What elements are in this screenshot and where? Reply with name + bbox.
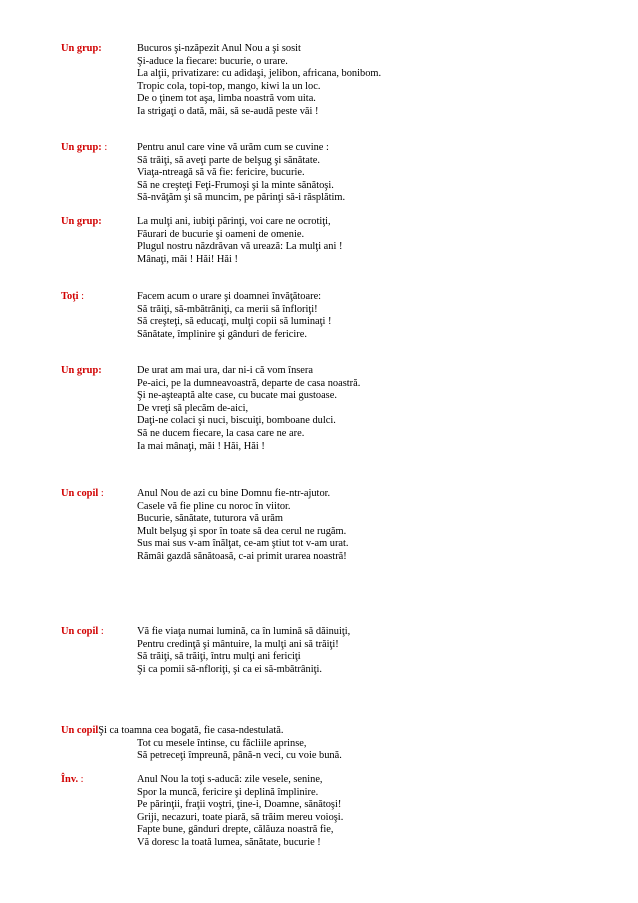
speaker-label [61, 626, 104, 639]
speaker-suffix: : [98, 626, 104, 637]
verse-line: Bucuros şi-nzăpezit Anul Nou a şi sosit [137, 43, 301, 54]
verse-line: Rămâi gazdă sănătoasă, c-ai primit urarea noastră! [137, 550, 347, 562]
verse-lines [137, 291, 332, 341]
verse-line: La mulţi ani, iubiţi părinţi, voi care ne ocrotiţi, [137, 216, 331, 227]
verse-line: Ia strigaţi o dată, măi, să se-audă peste văi ! [137, 105, 319, 117]
verse-line: Să petreceţi împreună, până-n veci, cu voie bună. [137, 750, 342, 762]
verse-line: Sănătate, împlinire şi gânduri de fericire. [137, 328, 307, 340]
verse-line: Viaţa-ntreagă să vă fie: fericire, bucurie. [137, 167, 305, 179]
verse-line: Să trăiţi, să aveţi parte de belşug şi sănătate. [137, 154, 320, 166]
verse-lines [137, 626, 350, 676]
speaker-name: Un copil [61, 488, 99, 499]
verse-line: Tot cu mesele întinse, cu făcliile aprinse, [137, 737, 307, 749]
verse-line-inline: Şi ca toamna cea bogată, fie casa-ndestulată. [98, 725, 284, 736]
verse-line: Anul Nou de azi cu bine Domnu fie-ntr-ajutor. [137, 488, 331, 499]
verse-line: Să trăiţi, să-mbătrâniţi, ca merii să înfloriţi! [137, 303, 318, 315]
verse-line: Casele vă fie pline cu noroc în viitor. [137, 500, 291, 512]
verse-line: Pentru anul care vine vă urăm cum se cuvine : [137, 142, 329, 153]
speaker-suffix: : [78, 291, 85, 302]
verse-lines [137, 488, 349, 564]
verse-line: Să trăiţi, să trăiţi, întru mulţi ani fericiţi [137, 651, 301, 663]
speaker-name: Un copil [61, 725, 99, 736]
verse-line: Spor la muncă, fericire şi deplină împlinire. [137, 786, 319, 798]
speaker-label [61, 774, 84, 787]
speaker-suffix: : [98, 488, 104, 499]
verse-line: Ia mai mânaţi, măi ! Hăi, Hăi ! [137, 440, 265, 452]
speaker-name: Un grup: [61, 43, 102, 54]
verse-line: Pe-aici, pe la dumneavoastră, departe de casa noastră. [137, 377, 361, 389]
verse-lines [137, 738, 342, 763]
verse-line: De urat am mai ura, dar ni-i că vom însera [137, 365, 313, 376]
speaker-label [61, 488, 104, 501]
verse-line: Bucurie, sănătate, tuturora vă urăm [137, 513, 283, 525]
verse-line: Să ne creşteţi Feţi-Frumoşi şi la minte sănătoşi. [137, 179, 334, 191]
speaker-label [61, 291, 84, 304]
verse-line: Să-nvăţăm şi să muncim, pe părinţi să-i răsplătim. [137, 192, 346, 204]
verse-line: Făurari de bucurie şi oameni de omenie. [137, 228, 305, 240]
verse-line: Tropic cola, topi-top, mango, kiwi la un loc. [137, 80, 321, 92]
verse-lines [137, 365, 360, 453]
speaker-name: Un grup: [61, 216, 102, 227]
verse-line: Vă fie viaţa numai lumină, ca în lumină să dăinuiţi, [137, 626, 351, 637]
speaker-label [61, 725, 283, 738]
verse-lines [137, 216, 342, 266]
verse-lines [137, 142, 345, 205]
verse-line: Să ne ducem fiecare, la casa care ne are. [137, 427, 305, 439]
verse-line: La alţii, privatizare: cu adidaşi, jelibon, africana, bonibom. [137, 68, 382, 80]
speaker-name: Toţi [61, 291, 79, 302]
verse-line: Mânaţi, măi ! Hăi! Hăi ! [137, 253, 238, 265]
speaker-label [61, 43, 102, 56]
verse-line: De vreţi să plecăm de-aici, [137, 402, 249, 414]
verse-line: Pentru credinţă şi mântuire, la mulţi ani să trăiţi! [137, 638, 339, 650]
speaker-name: Un grup: [61, 142, 102, 153]
verse-line: Şi ca pomii să-nfloriţi, şi ca ei să-mbătrâniţi. [137, 663, 322, 675]
verse-line: Pe părinţii, fraţii voştri, ţine-i, Doamne, sănătoşi! [137, 799, 342, 811]
verse-line: Şi ne-aşteaptă alte case, cu bucate mai gustoase. [137, 390, 337, 402]
speaker-suffix: : [78, 774, 84, 785]
verse-line: Să creşteţi, să educaţi, mulţi copii să luminaţi ! [137, 316, 332, 328]
verse-line: Facem acum o urare şi doamnei învăţătoare: [137, 291, 322, 302]
speaker-name: Înv. [61, 774, 79, 785]
speaker-name: Un grup: [61, 365, 102, 376]
speaker-label [61, 142, 107, 155]
verse-line: Sus mai sus v-am înălţat, ce-am ştiut tot v-am urat. [137, 538, 349, 550]
verse-line: Mult belşug şi spor în toate să dea cerul ne rugăm. [137, 525, 347, 537]
verse-line: Griji, necazuri, toate piară, să trăim mereu voioşi. [137, 811, 344, 823]
speaker-suffix: : [101, 142, 108, 153]
verse-line: Vă doresc la toată lumea, sănătate, bucurie ! [137, 836, 321, 848]
verse-line: Fapte bune, gânduri drepte, călăuza noastră fie, [137, 824, 334, 836]
verse-line: Anul Nou la toţi s-aducă: zile vesele, senine, [137, 774, 323, 785]
verse-line: Plugul nostru năzdrăvan vă urează: La mulţi ani ! [137, 241, 343, 253]
verse-lines [137, 43, 381, 119]
verse-line: Daţi-ne colaci şi nuci, biscuiţi, bomboane dulci. [137, 415, 336, 427]
speaker-label [61, 216, 102, 229]
verse-line: De o ţinem tot aşa, limba noastră vom uita. [137, 93, 316, 105]
verse-line: Şi-aduce la fiecare: bucurie, o urare. [137, 55, 288, 67]
verse-lines [137, 774, 343, 850]
speaker-name: Un copil [61, 626, 99, 637]
speaker-label [61, 365, 102, 378]
